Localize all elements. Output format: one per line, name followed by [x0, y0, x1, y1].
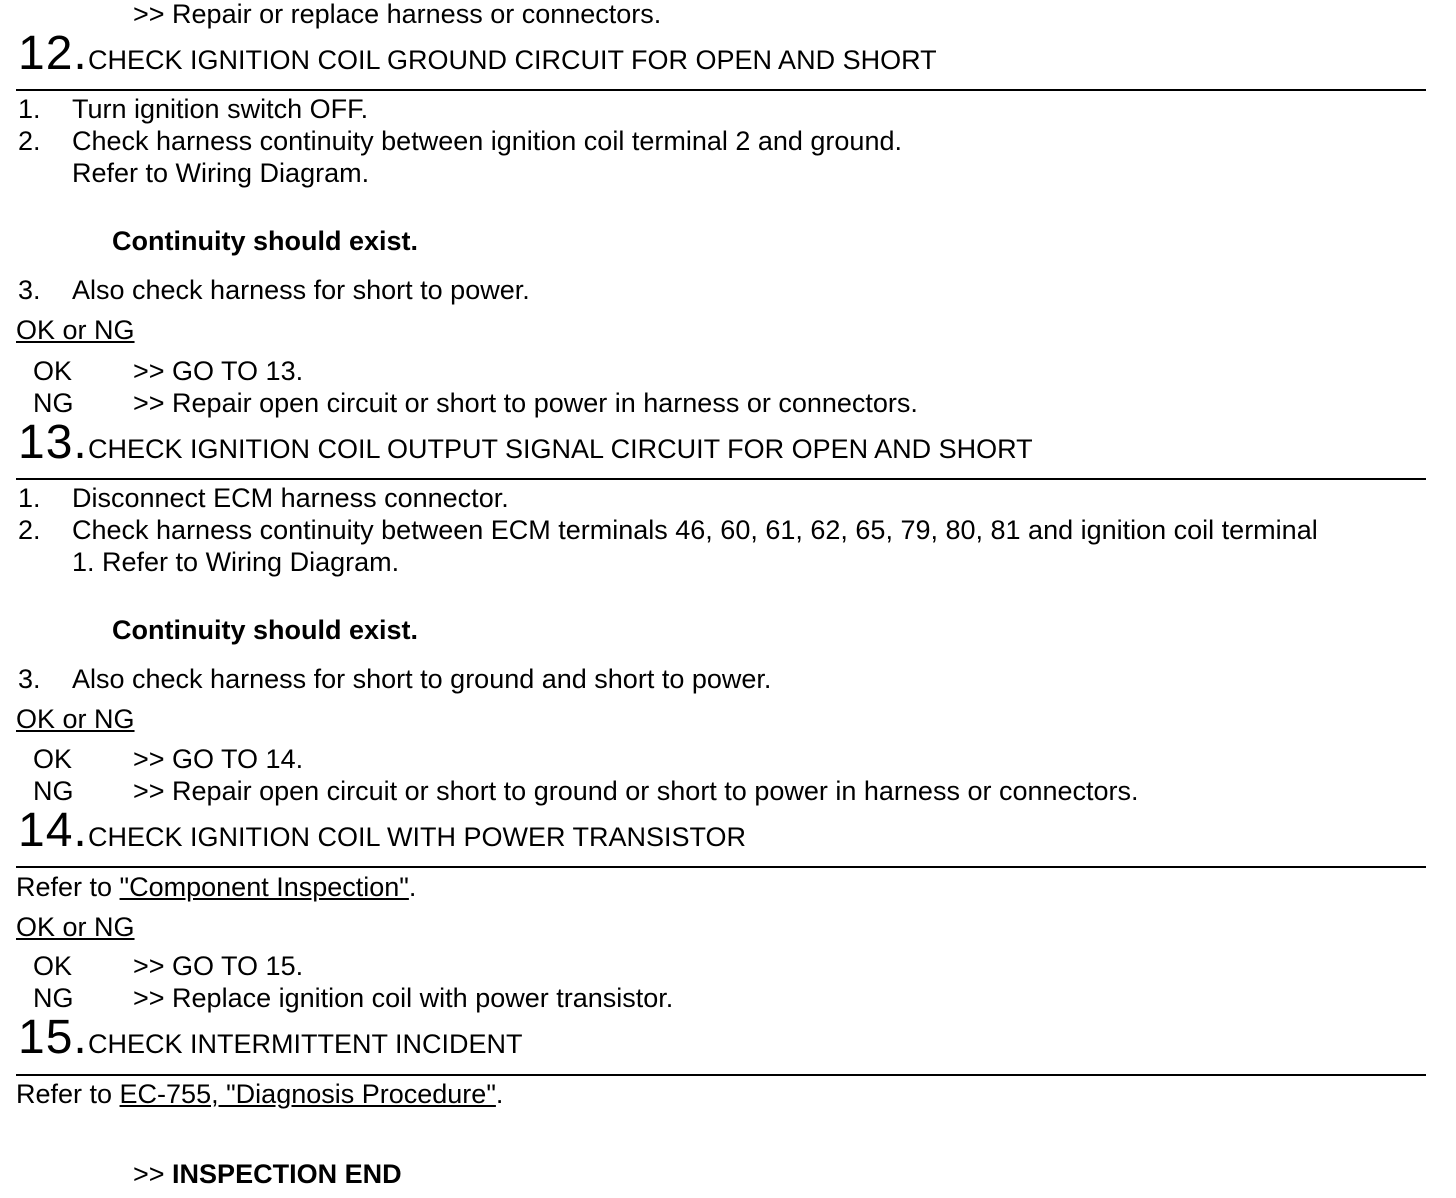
refer-suffix: . — [408, 872, 417, 902]
ng-action: >> Repair open circuit or short to power in harness or connectors. — [133, 388, 918, 418]
step-text: Disconnect ECM harness connector. — [72, 483, 509, 513]
ok-label: OK — [33, 744, 73, 774]
specification: Continuity should exist. — [112, 615, 419, 645]
step-number-13: 13. — [18, 416, 88, 469]
step-index: 1. — [18, 94, 41, 124]
refer-prefix: Refer to — [16, 872, 120, 902]
step-text-continued: Refer to Wiring Diagram. — [72, 158, 370, 188]
step-number-12: 12. — [18, 27, 88, 80]
step-index: 3. — [18, 664, 41, 694]
ok-or-ng-heading: OK or NG — [16, 704, 135, 734]
step-text: Check harness continuity between ignition coil terminal 2 and ground. — [72, 126, 902, 156]
ok-action: >> GO TO 15. — [133, 951, 304, 981]
ng-label: NG — [33, 776, 74, 806]
component-inspection-link[interactable]: "Component Inspection" — [119, 872, 409, 902]
section-divider — [16, 866, 1426, 868]
refer-line — [16, 1078, 503, 1110]
step-text: Also check harness for short to ground and short to power. — [72, 664, 772, 694]
ok-or-ng-heading: OK or NG — [16, 315, 135, 345]
step-number-15: 15. — [18, 1011, 88, 1064]
previous-step-action: >> Repair or replace harness or connectors. — [133, 0, 662, 29]
step-index: 1. — [18, 483, 41, 513]
step-title-13: CHECK IGNITION COIL OUTPUT SIGNAL CIRCUIT FOR OPEN AND SHORT — [88, 434, 1033, 464]
ng-action: >> Repair open circuit or short to ground or short to power in harness or connectors. — [133, 776, 1139, 806]
step-text: Also check harness for short to power. — [72, 275, 530, 305]
specification: Continuity should exist. — [112, 226, 419, 256]
step-title-15: CHECK INTERMITTENT INCIDENT — [88, 1029, 523, 1059]
section-divider — [16, 1074, 1426, 1076]
diagnosis-procedure-link[interactable]: EC-755, "Diagnosis Procedure" — [119, 1079, 496, 1109]
step-index: 3. — [18, 275, 41, 305]
ok-label: OK — [33, 356, 73, 386]
step-text: Turn ignition switch OFF. — [72, 94, 369, 124]
step-text: Check harness continuity between ECM terminals 46, 60, 61, 62, 65, 79, 80, 81 and ignition coil terminal — [72, 515, 1318, 545]
ng-action: >> Replace ignition coil with power transistor. — [133, 983, 674, 1013]
inspection-end — [133, 1158, 402, 1190]
refer-suffix: . — [495, 1079, 504, 1109]
step-text-continued: 1. Refer to Wiring Diagram. — [72, 547, 400, 577]
ng-label: NG — [33, 388, 74, 418]
section-divider — [16, 89, 1426, 91]
ok-label: OK — [33, 951, 73, 981]
ng-label: NG — [33, 983, 74, 1013]
step-index: 2. — [18, 515, 41, 545]
ok-action: >> GO TO 13. — [133, 356, 304, 386]
step-index: 2. — [18, 126, 41, 156]
refer-prefix: Refer to — [16, 1079, 120, 1109]
ok-or-ng-heading: OK or NG — [16, 912, 135, 942]
step-number-14: 14. — [18, 804, 88, 857]
refer-line — [16, 871, 416, 903]
step-title-12: CHECK IGNITION COIL GROUND CIRCUIT FOR OPEN AND SHORT — [88, 45, 937, 75]
ok-action: >> GO TO 14. — [133, 744, 304, 774]
section-divider — [16, 478, 1426, 480]
inspection-end-arrow: >> — [133, 1159, 173, 1189]
step-title-14: CHECK IGNITION COIL WITH POWER TRANSISTOR — [88, 822, 747, 852]
inspection-end-label: INSPECTION END — [172, 1159, 402, 1189]
